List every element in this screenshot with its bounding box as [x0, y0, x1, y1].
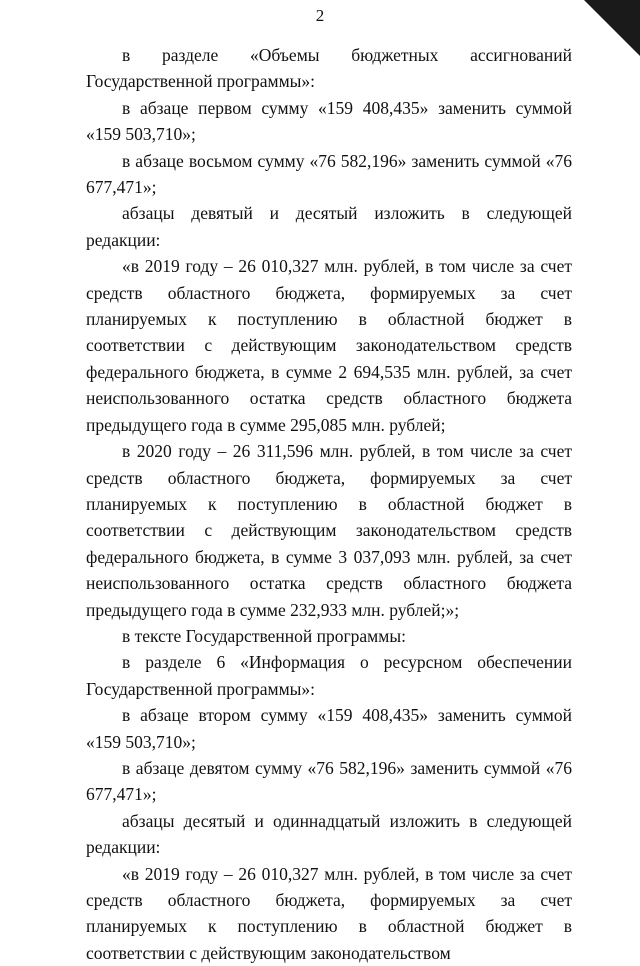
paragraph-eighth-amount: в абзаце восьмом сумму «76 582,196» заменить суммой «76 677,471»; — [86, 150, 572, 198]
paragraph-second-amount: в абзаце втором сумму «159 408,435» заменить суммой «159 503,710»; — [86, 705, 572, 752]
paragraph-first-amount: в абзаце первом сумму «159 408,435» заменить суммой «159 503,710»; — [86, 97, 572, 145]
paragraph-section-header: в разделе «Объемы бюджетных ассигнований Государственной программы»: — [86, 45, 572, 92]
page-number: 2 — [315, 6, 325, 25]
document-body — [86, 42, 572, 966]
paragraph-year-2019-repeat: «в 2019 году – 26 010,327 млн. рублей, в том числе за счет средств областного бюджета, формируемых за счет планируемых к поступлению в областной бюджет в соответствии с действующим законодательством — [86, 863, 572, 963]
paragraph-section-6: в разделе 6 «Информация о ресурсном обеспечении Государственной программы»: — [86, 652, 572, 699]
paragraph-ninth-amount: в абзаце девятом сумму «76 582,196» заменить суммой «76 677,471»; — [86, 757, 572, 805]
paragraph-program-text: в тексте Государственной программы: — [122, 625, 406, 646]
paragraph-year-2020: в 2020 году – 26 311,596 млн. рублей, в том числе за счет средств областного бюджета, формируемых за счет планируемых к поступлению в областной бюджет в соответствии с действующим законодательством средств федерального бюджета, в сумме 3 037,093 млн. рублей, за счет неиспользованного остатка средств областного бюджета предыдущего года в сумме 232,933 млн. рублей;»; — [86, 441, 572, 620]
paragraph-year-2019: «в 2019 году – 26 010,327 млн. рублей, в том числе за счет средств областного бюджета, формируемых за счет планируемых к поступлению в областной бюджет в соответствии с действующим законодательством средств федерального бюджета, в сумме 2 694,535 млн. рублей, за счет неиспользованного остатка средств областного бюджета предыдущего года в сумме 295,085 млн. рублей; — [86, 256, 572, 435]
paragraph-ninth-tenth-intro: абзацы девятый и десятый изложить в следующей редакции: — [86, 203, 572, 250]
paragraph-tenth-eleventh-intro: абзацы десятый и одиннадцатый изложить в следующей редакции: — [86, 810, 572, 858]
